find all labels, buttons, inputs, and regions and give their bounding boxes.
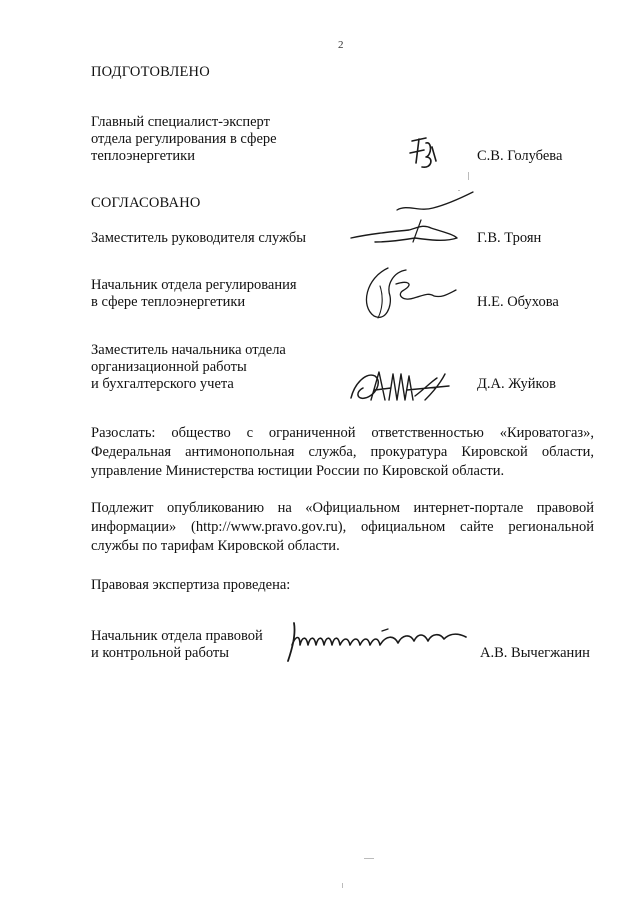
signature-vychegzhanin xyxy=(282,615,474,667)
legal-review-role-line: Начальник отдела правовой xyxy=(91,628,263,644)
agreed-signatory-name: Г.В. Троян xyxy=(477,230,542,246)
scan-speck xyxy=(468,172,469,180)
legal-review-note: Правовая экспертиза проведена: xyxy=(91,577,291,593)
agreed-heading: СОГЛАСОВАНО xyxy=(91,195,201,211)
legal-review-signatory-name: А.В. Вычегжанин xyxy=(480,645,590,661)
signature-golubeva xyxy=(402,133,450,173)
prepared-role-line: Главный специалист-эксперт xyxy=(91,114,270,130)
agreed-role-line: Заместитель начальника отдела xyxy=(91,342,286,358)
prepared-signatory-name: С.В. Голубева xyxy=(477,148,563,164)
scan-speck xyxy=(364,858,374,859)
agreed-role-line: в сфере теплоэнергетики xyxy=(91,294,246,310)
prepared-heading: ПОДГОТОВЛЕНО xyxy=(91,64,210,80)
agreed-signatory-name: Д.А. Жуйков xyxy=(477,376,556,392)
scan-speck xyxy=(458,190,460,191)
distribution-paragraph: Разослать: общество с ограниченной ответственностью «Кироватогаз», Федеральная антимонопольная служба, прокуратура Кировской области, управление Министерства юстиции России по Кировской области. xyxy=(91,425,594,479)
signature-zhuykov xyxy=(345,360,463,412)
scan-speck xyxy=(342,883,343,888)
agreed-role-line: Заместитель руководителя службы xyxy=(91,230,307,246)
prepared-role-line: теплоэнергетики xyxy=(91,148,195,164)
agreed-signatory-name: Н.Е. Обухова xyxy=(477,294,559,310)
prepared-role-line: отдела регулирования в сфере xyxy=(91,131,277,147)
agreed-role-line: организационной работы xyxy=(91,359,247,375)
page-number: 2 xyxy=(338,39,344,51)
signature-obukhova xyxy=(352,262,460,324)
publication-paragraph: Подлежит опубликованию на «Официальном интернет-портале правовой информации» (http://www.pravo.gov.ru), официальном сайте региональной службы по тарифам Кировской области. xyxy=(91,500,594,554)
legal-review-role-line: и контрольной работы xyxy=(91,645,229,661)
agreed-role-line: Начальник отдела регулирования xyxy=(91,277,297,293)
agreed-role-line: и бухгалтерского учета xyxy=(91,376,234,392)
signature-troyan xyxy=(345,188,480,248)
